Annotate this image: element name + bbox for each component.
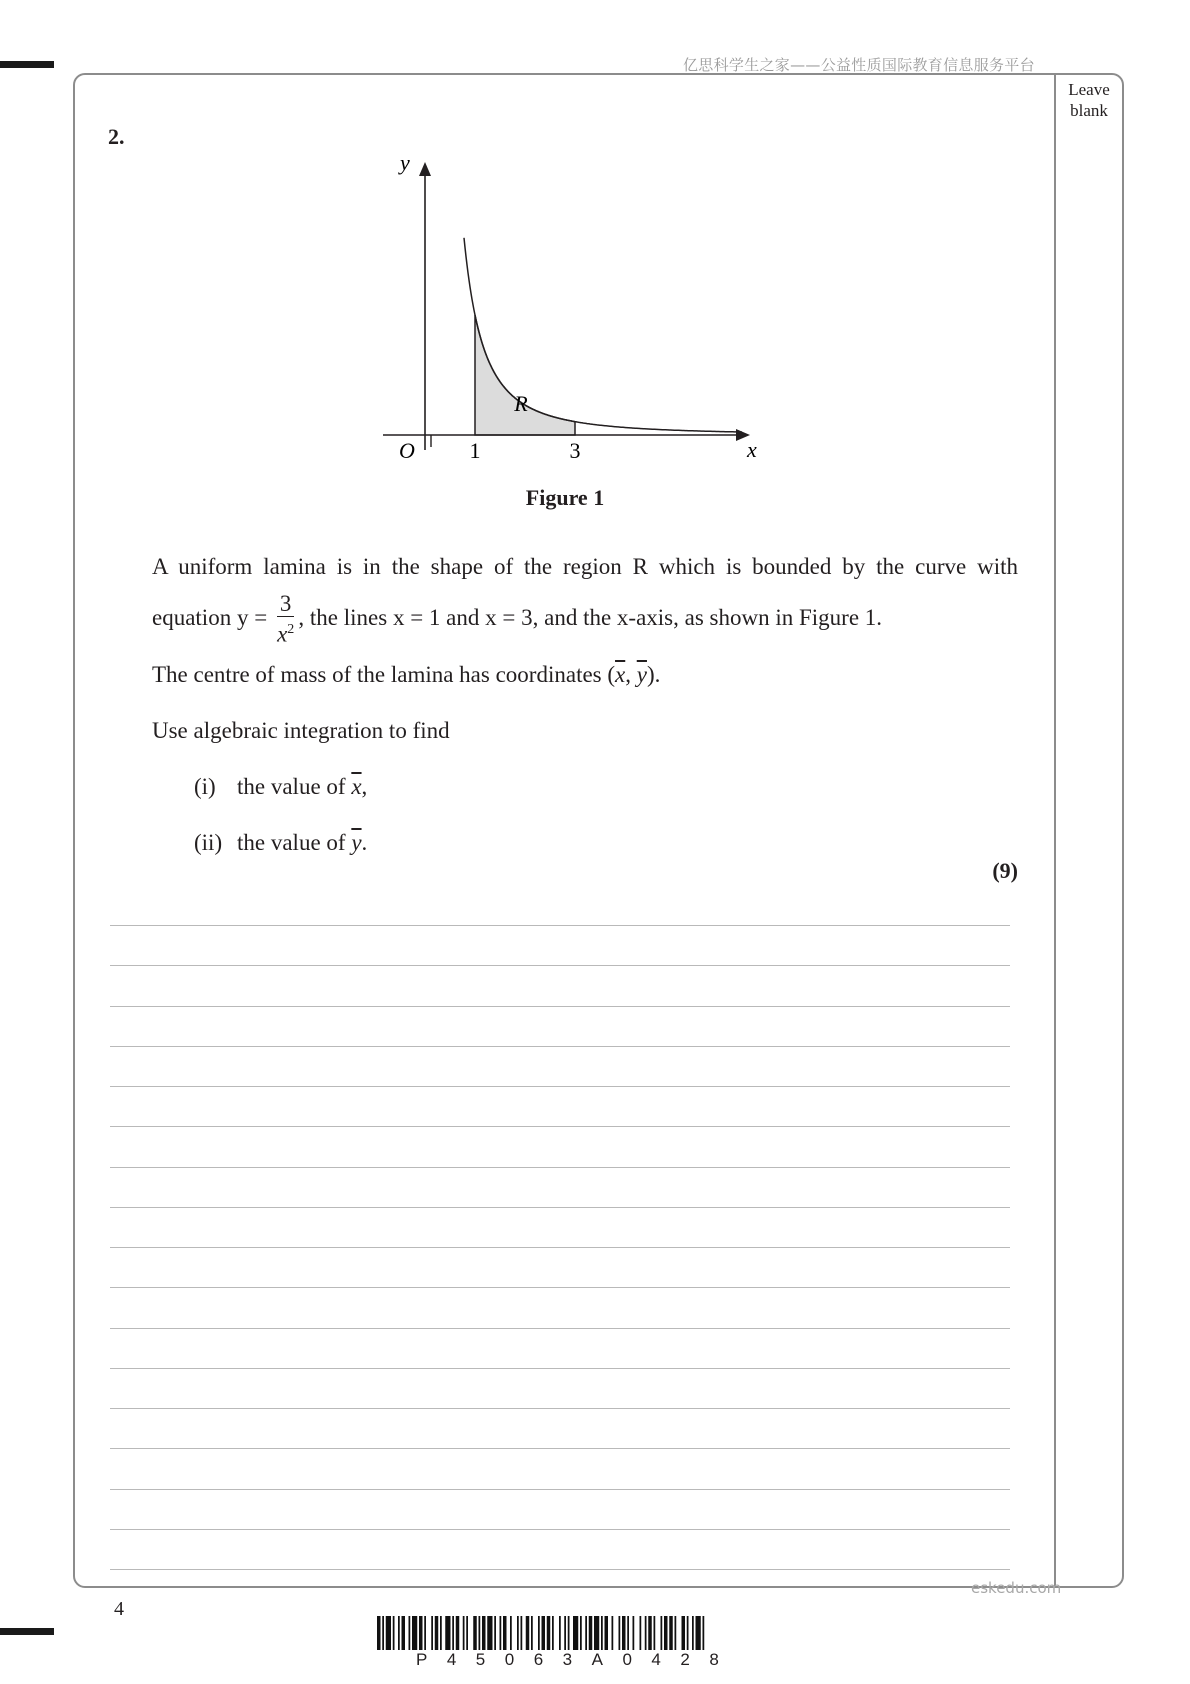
leave-text: Leave: [1068, 80, 1110, 99]
barcode-bar: [398, 1616, 400, 1650]
fraction-numerator: 3: [277, 592, 295, 617]
barcode-bar: [564, 1616, 566, 1650]
margin-divider: [1054, 73, 1056, 1588]
barcode-bar: [542, 1616, 546, 1650]
barcode-bar: [479, 1616, 481, 1650]
question-number: 2.: [108, 124, 125, 149]
barcode-bar: [382, 1616, 384, 1650]
barcode-bar: [503, 1616, 507, 1650]
equation-prefix: equation y =: [152, 605, 268, 631]
figure-caption: Figure 1: [525, 485, 605, 510]
barcode-bar: [466, 1616, 468, 1650]
part-i-end: ,: [361, 774, 368, 799]
watermark-header: 亿思科学生之家——公益性质国际教育信息服务平台: [683, 56, 1035, 74]
barcode-bar: [445, 1616, 450, 1650]
marks-available: (9): [992, 858, 1018, 883]
barcode-bar: [687, 1616, 689, 1650]
barcode-bar: [419, 1616, 423, 1650]
y-axis-label: y: [400, 150, 410, 175]
answer-line[interactable]: [110, 965, 1010, 966]
barcode-bar: [640, 1616, 642, 1650]
barcode-bar: [452, 1616, 454, 1650]
part-ii-label: (ii): [194, 830, 223, 855]
barcode-bar: [463, 1616, 465, 1650]
barcode-bar: [547, 1616, 551, 1650]
answer-line[interactable]: [110, 1207, 1010, 1208]
leave-blank-label: [1058, 79, 1120, 121]
barcode-bar: [661, 1616, 663, 1650]
barcode-bar: [573, 1616, 578, 1650]
region-r-shading: [475, 315, 575, 435]
barcode-bar: [619, 1616, 621, 1650]
answer-line[interactable]: [110, 1126, 1010, 1127]
barcode-bar: [568, 1616, 570, 1650]
barcode-bar: [424, 1616, 426, 1650]
answer-line[interactable]: [110, 1287, 1010, 1288]
barcode-bar: [456, 1616, 460, 1650]
barcode-bar: [538, 1616, 540, 1650]
barcode-bar: [402, 1616, 406, 1650]
answer-line[interactable]: [110, 1569, 1010, 1570]
com-separator: ,: [625, 662, 637, 687]
barcode-bar: [552, 1616, 554, 1650]
x-axis-label: x: [747, 437, 757, 462]
barcode-bar: [648, 1616, 652, 1650]
fraction-denominator: [277, 617, 295, 648]
x-tick-1: 1: [469, 438, 481, 463]
barcode-bar: [517, 1616, 519, 1650]
part-ii-text: the value of: [237, 830, 352, 855]
barcode-bar: [409, 1616, 411, 1650]
barcode-bar: [627, 1616, 629, 1650]
instruction-text: Use algebraic integration to find: [152, 718, 450, 743]
question-text-line-1: A uniform lamina is in the shape of the region R which is bounded by the curve with: [152, 554, 1018, 579]
figure-1: [375, 150, 775, 470]
denominator-base: x: [277, 621, 288, 647]
barcode-bar: [487, 1616, 492, 1650]
barcode-text: P45063A0428: [416, 1650, 739, 1669]
x-tick-3: 3: [569, 438, 581, 463]
part-ii-y-bar: $\overline{y}$: [351, 830, 362, 855]
answer-line[interactable]: [110, 1529, 1010, 1530]
barcode-bar: [612, 1616, 614, 1650]
barcode-bar: [580, 1616, 582, 1650]
barcode-bar: [703, 1616, 705, 1650]
barcode-bar: [473, 1616, 477, 1650]
blank-text: blank: [1070, 101, 1108, 120]
answer-line[interactable]: [110, 1328, 1010, 1329]
y-bar: $\overline{y}$: [636, 662, 647, 687]
part-i-text: the value of: [237, 774, 352, 799]
answer-line[interactable]: [110, 1247, 1010, 1248]
barcode-bar: [696, 1616, 701, 1650]
barcode-bar: [559, 1616, 561, 1650]
barcode-bar: [601, 1616, 603, 1650]
barcode-bar: [669, 1616, 673, 1650]
origin-label: O: [399, 438, 415, 463]
barcode-bar: [440, 1616, 442, 1650]
answer-line[interactable]: [110, 1489, 1010, 1490]
barcode-bar: [386, 1616, 391, 1650]
answer-line[interactable]: [110, 1167, 1010, 1168]
barcode-bar: [377, 1616, 381, 1650]
barcode-bar: [526, 1616, 530, 1650]
barcode-bar: [589, 1616, 593, 1650]
question-text-line-2: [152, 591, 1052, 647]
denominator-exponent: 2: [287, 622, 295, 637]
com-text-b: ).: [646, 662, 661, 687]
barcode-bar: [622, 1616, 626, 1650]
barcode-bar: [675, 1616, 677, 1650]
barcode-bar: [412, 1616, 417, 1650]
barcode-bar: [682, 1616, 686, 1650]
equation-suffix: , the lines x = 1 and x = 3, and the x-axis, as shown in Figure 1.: [298, 605, 883, 631]
part-i-label: (i): [194, 774, 216, 799]
barcode-bar: [482, 1616, 486, 1650]
answer-line[interactable]: [110, 1448, 1010, 1449]
barcode-bar: [531, 1616, 533, 1650]
barcode-bar: [664, 1616, 668, 1650]
part-i: [194, 772, 367, 802]
centre-of-mass-sentence: [152, 660, 660, 690]
barcode-bar: [585, 1616, 587, 1650]
barcode-bar: [633, 1616, 635, 1650]
barcode-bar: [654, 1616, 656, 1650]
barcode-bar: [431, 1616, 433, 1650]
part-ii-end: .: [361, 830, 368, 855]
barcode-bar: [521, 1616, 523, 1650]
answer-line[interactable]: [110, 1408, 1010, 1409]
barcode-bar: [500, 1616, 502, 1650]
registration-mark-bottom: [0, 1628, 54, 1635]
barcode-bar: [393, 1616, 395, 1650]
com-text-a: The centre of mass of the lamina has coordinates (: [152, 662, 616, 687]
barcode-bar: [435, 1616, 439, 1650]
region-r-label: R: [514, 391, 528, 416]
barcode-bar: [692, 1616, 694, 1650]
barcode-bar: [594, 1616, 599, 1650]
fraction-3-over-x-squared: [277, 592, 295, 648]
answer-line[interactable]: [110, 1368, 1010, 1369]
answer-line[interactable]: [110, 1086, 1010, 1087]
x-bar: $\overline{x}$: [615, 662, 626, 687]
y-axis-arrow: [419, 162, 431, 176]
answer-line[interactable]: [110, 1046, 1010, 1047]
barcode-bar: [605, 1616, 609, 1650]
answer-line[interactable]: [110, 925, 1010, 926]
barcode: [377, 1616, 813, 1650]
barcode-bar: [645, 1616, 647, 1650]
barcode-bar: [494, 1616, 496, 1650]
watermark-footer: eskedu.com: [971, 1579, 1062, 1597]
barcode-bar: [510, 1616, 512, 1650]
page-number: 4: [114, 1598, 124, 1620]
part-i-x-bar: $\overline{x}$: [351, 774, 362, 799]
answer-line[interactable]: [110, 1006, 1010, 1007]
part-ii: [194, 828, 367, 858]
registration-mark-top: [0, 61, 54, 68]
